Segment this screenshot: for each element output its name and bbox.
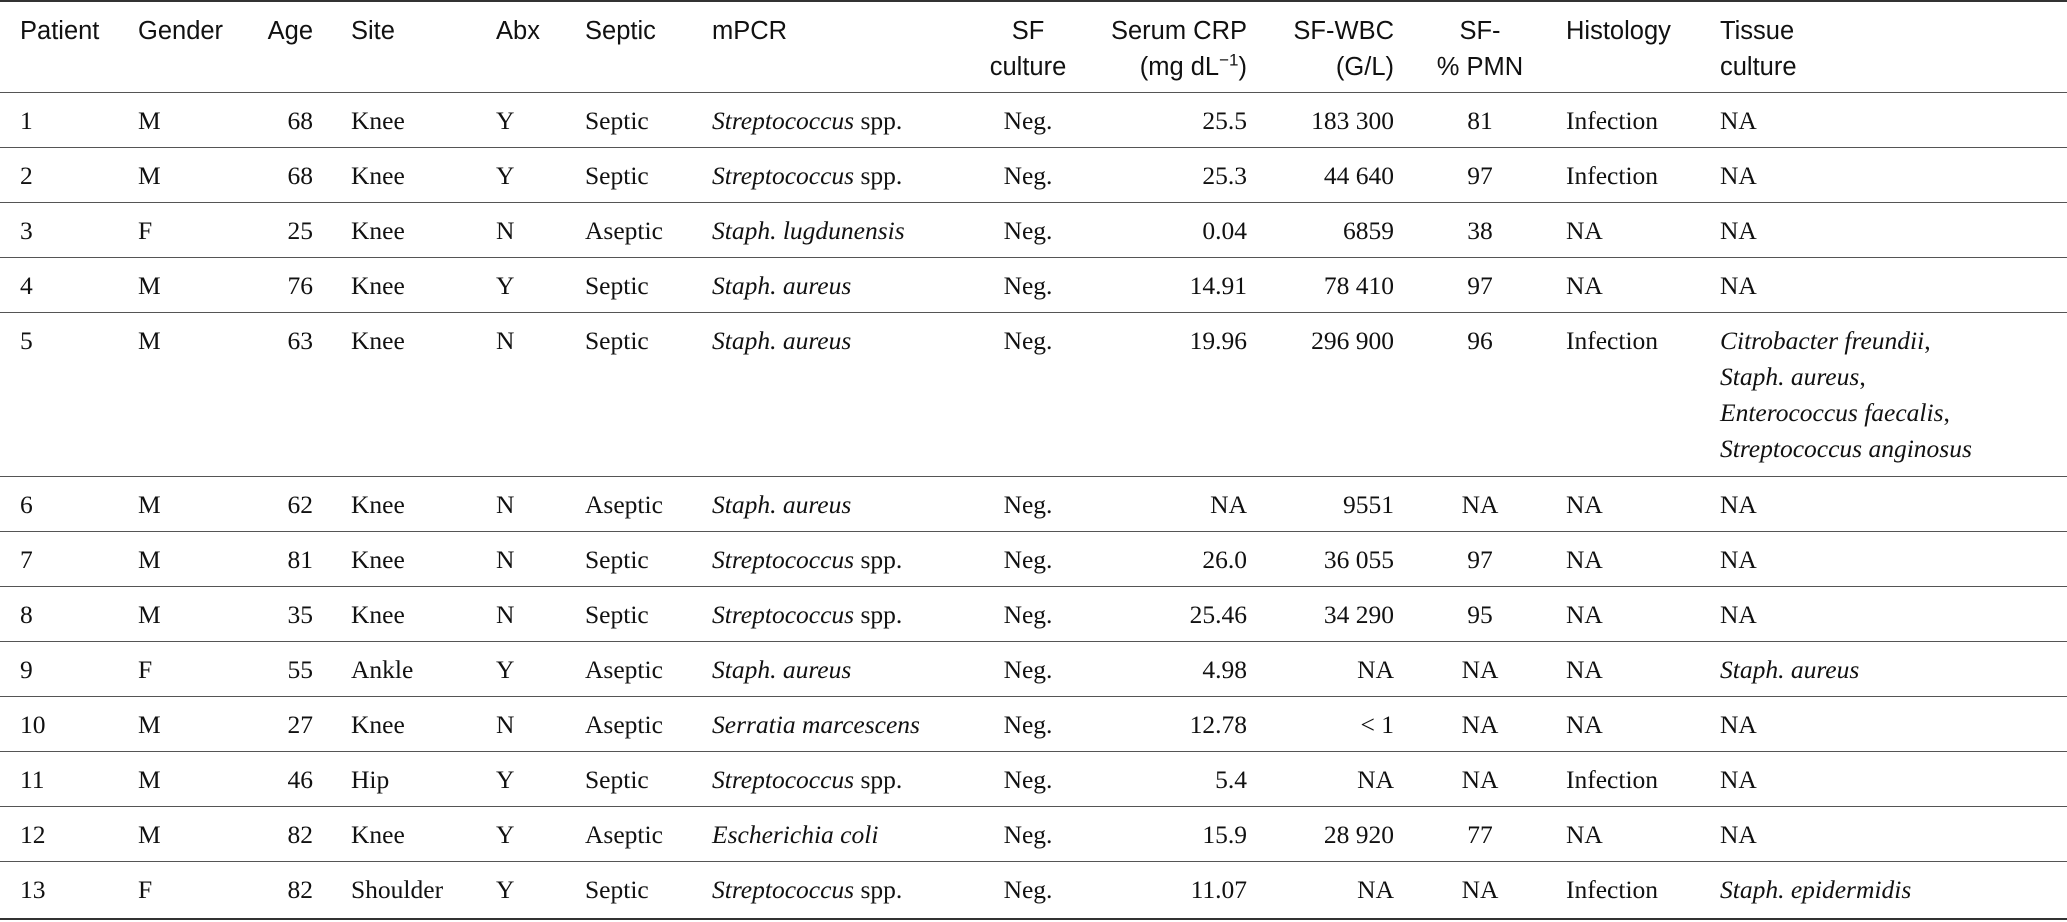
cell-sf-wbc: 78 410 (1323, 271, 1394, 300)
header-tissue-culture-line1: Tissue (1720, 17, 1795, 45)
cell-tissue-culture (1720, 323, 1972, 467)
cell-site: Knee (351, 326, 405, 355)
cell-histology: Infection (1566, 875, 1659, 904)
cell-tissue-culture (1720, 707, 1757, 743)
table-row (0, 641, 2067, 697)
cell-mpcr-organism: Streptococcus (712, 875, 855, 904)
cell-serum-crp: 0.04 (1202, 216, 1247, 245)
cell-sf-wbc: 183 300 (1311, 106, 1394, 135)
cell-sf-pmn: 38 (1467, 216, 1493, 245)
cell-septic: Septic (585, 875, 649, 904)
cell-sf-culture: Neg. (1003, 655, 1053, 684)
header-sf-wbc (1262, 13, 1394, 85)
cell-abx: N (496, 490, 515, 519)
cell-mpcr (712, 597, 902, 633)
cell-sf-wbc: NA (1357, 655, 1394, 684)
cell-gender: M (138, 710, 161, 739)
cell-site: Knee (351, 106, 405, 135)
cell-serum-crp: 25.46 (1189, 600, 1247, 629)
cell-sf-pmn: 77 (1467, 820, 1493, 849)
cell-sf-wbc: < 1 (1360, 710, 1394, 739)
cell-sf-culture: Neg. (1003, 710, 1053, 739)
cell-site: Knee (351, 216, 405, 245)
cell-serum-crp: 25.5 (1202, 106, 1247, 135)
cell-mpcr-organism: Streptococcus (712, 106, 855, 135)
cell-tissue-culture-line: NA (1720, 271, 1757, 300)
cell-mpcr-suffix: spp. (854, 875, 903, 904)
header-sf-culture-line1: SF (1011, 17, 1045, 45)
cell-patient: 1 (20, 106, 33, 135)
cell-serum-crp: 26.0 (1202, 545, 1247, 574)
cell-mpcr (712, 158, 902, 194)
cell-septic: Septic (585, 600, 649, 629)
cell-patient: 9 (20, 655, 33, 684)
cell-abx: Y (496, 820, 515, 849)
cell-tissue-culture (1720, 213, 1757, 249)
cell-mpcr-organism: Streptococcus (712, 161, 855, 190)
cell-patient: 5 (20, 326, 33, 355)
table-header-row (0, 2, 2067, 93)
cell-site: Shoulder (351, 875, 444, 904)
cell-tissue-culture (1720, 103, 1757, 139)
cell-gender: M (138, 545, 161, 574)
cell-tissue-culture-line: Staph. aureus, (1720, 362, 1866, 391)
header-gender: Gender (138, 17, 224, 45)
cell-histology: NA (1566, 545, 1603, 574)
cell-tissue-culture-line: Enterococcus faecalis, (1720, 398, 1950, 427)
cell-histology: NA (1566, 600, 1603, 629)
cell-sf-wbc: 36 055 (1323, 545, 1394, 574)
cell-gender: M (138, 106, 161, 135)
cell-patient: 10 (20, 710, 46, 739)
cell-septic: Septic (585, 545, 649, 574)
cell-patient: 3 (20, 216, 33, 245)
header-serum-crp-line1: Serum CRP (1110, 17, 1247, 45)
cell-abx: N (496, 545, 515, 574)
cell-mpcr (712, 872, 902, 908)
cell-gender: M (138, 600, 161, 629)
cell-tissue-culture (1720, 652, 1859, 688)
cell-sf-culture: Neg. (1003, 545, 1053, 574)
cell-tissue-culture (1720, 487, 1757, 523)
cell-abx: N (496, 710, 515, 739)
cell-sf-pmn: 97 (1467, 161, 1493, 190)
cell-abx: Y (496, 875, 515, 904)
header-sf-wbc-line1: SF-WBC (1293, 17, 1394, 45)
cell-site: Ankle (351, 655, 414, 684)
cell-patient: 2 (20, 161, 33, 190)
cell-histology: NA (1566, 820, 1603, 849)
cell-age: 81 (287, 545, 313, 574)
cell-age: 76 (287, 271, 313, 300)
cell-sf-pmn: 96 (1467, 326, 1493, 355)
cell-sf-culture: Neg. (1003, 600, 1053, 629)
cell-sf-wbc: NA (1357, 765, 1394, 794)
cell-age: 25 (287, 216, 313, 245)
cell-histology: Infection (1566, 106, 1659, 135)
cell-sf-culture: Neg. (1003, 161, 1053, 190)
cell-tissue-culture-line: NA (1720, 765, 1757, 794)
cell-tissue-culture (1720, 597, 1757, 633)
cell-septic: Septic (585, 161, 649, 190)
cell-tissue-culture-line: NA (1720, 820, 1757, 849)
cell-tissue-culture (1720, 542, 1757, 578)
cell-site: Knee (351, 271, 405, 300)
cell-histology: NA (1566, 216, 1603, 245)
cell-abx: Y (496, 765, 515, 794)
table-row (0, 861, 2067, 918)
cell-sf-wbc: 44 640 (1323, 161, 1394, 190)
header-tissue-culture (1720, 13, 1797, 85)
table-row (0, 531, 2067, 587)
table-row (0, 202, 2067, 258)
cell-age: 55 (287, 655, 313, 684)
cell-tissue-culture (1720, 762, 1757, 798)
cell-tissue-culture-line: Streptococcus anginosus (1720, 434, 1972, 463)
cell-mpcr (712, 652, 851, 688)
cell-abx: Y (496, 271, 515, 300)
cell-sf-pmn: NA (1461, 875, 1499, 904)
cell-mpcr-suffix: spp. (854, 600, 903, 629)
cell-mpcr-organism: Staph. lugdunensis (712, 216, 905, 245)
cell-sf-pmn: 97 (1467, 545, 1493, 574)
header-histology: Histology (1566, 17, 1671, 45)
cell-tissue-culture-line: NA (1720, 490, 1757, 519)
cell-serum-crp: 4.98 (1202, 655, 1247, 684)
table-row (0, 312, 2067, 477)
cell-histology: NA (1566, 710, 1603, 739)
header-tissue-culture-line2: culture (1720, 53, 1797, 81)
cell-serum-crp: 19.96 (1189, 326, 1247, 355)
cell-tissue-culture-line: NA (1720, 216, 1757, 245)
cell-mpcr-organism: Staph. aureus (712, 326, 852, 355)
cell-sf-wbc: 6859 (1343, 216, 1394, 245)
cell-mpcr (712, 817, 878, 853)
cell-mpcr (712, 103, 902, 139)
cell-septic: Septic (585, 271, 649, 300)
cell-age: 27 (287, 710, 313, 739)
cell-histology: NA (1566, 271, 1603, 300)
cell-mpcr (712, 762, 902, 798)
cell-mpcr-suffix: spp. (854, 106, 903, 135)
cell-gender: M (138, 765, 161, 794)
cell-mpcr-organism: Escherichia coli (712, 820, 879, 849)
header-sf-pmn-line2: % PMN (1436, 53, 1524, 81)
cell-gender: M (138, 271, 161, 300)
cell-septic: Septic (585, 106, 649, 135)
cell-mpcr-organism: Streptococcus (712, 600, 855, 629)
cell-tissue-culture-line: NA (1720, 106, 1757, 135)
cell-tissue-culture-line: Staph. aureus (1720, 655, 1860, 684)
cell-tissue-culture-line: Citrobacter freundii, (1720, 326, 1931, 355)
cell-sf-pmn: NA (1461, 765, 1499, 794)
cell-sf-pmn: NA (1461, 490, 1499, 519)
cell-patient: 8 (20, 600, 33, 629)
cell-abx: N (496, 216, 515, 245)
cell-tissue-culture-line: Staph. epidermidis (1720, 875, 1912, 904)
cell-site: Knee (351, 161, 405, 190)
table-row (0, 696, 2067, 752)
cell-mpcr-suffix: spp. (854, 545, 903, 574)
cell-septic: Aseptic (585, 820, 663, 849)
cell-abx: N (496, 600, 515, 629)
cell-histology: Infection (1566, 161, 1659, 190)
cell-patient: 7 (20, 545, 33, 574)
cell-site: Hip (351, 765, 390, 794)
header-patient: Patient (20, 17, 100, 45)
cell-abx: Y (496, 655, 515, 684)
cell-tissue-culture (1720, 268, 1757, 304)
cell-site: Knee (351, 820, 405, 849)
cell-serum-crp: 5.4 (1215, 765, 1247, 794)
header-site: Site (351, 17, 395, 45)
header-serum-crp-line2 (1092, 49, 1247, 85)
cell-site: Knee (351, 710, 405, 739)
header-abx: Abx (496, 17, 540, 45)
cell-mpcr-organism: Staph. aureus (712, 655, 852, 684)
cell-serum-crp: 11.07 (1190, 875, 1247, 904)
cell-sf-culture: Neg. (1003, 765, 1053, 794)
cell-sf-wbc: 9551 (1343, 490, 1394, 519)
cell-mpcr (712, 213, 905, 249)
cell-tissue-culture-line: NA (1720, 545, 1757, 574)
cell-site: Knee (351, 545, 405, 574)
cell-mpcr (712, 542, 902, 578)
cell-sf-culture: Neg. (1003, 271, 1053, 300)
table-row (0, 476, 2067, 532)
cell-serum-crp: NA (1210, 490, 1247, 519)
cell-sf-culture: Neg. (1003, 106, 1053, 135)
crp-unit-exponent: −1 (1219, 50, 1239, 70)
table-row (0, 147, 2067, 203)
header-serum-crp (1092, 13, 1247, 85)
cell-mpcr-suffix: spp. (854, 161, 903, 190)
cell-sf-culture: Neg. (1003, 326, 1053, 355)
cell-abx: N (496, 326, 515, 355)
cell-mpcr (712, 707, 920, 743)
cell-septic: Aseptic (585, 710, 663, 739)
cell-gender: M (138, 161, 161, 190)
cell-age: 62 (287, 490, 313, 519)
cell-sf-pmn: 95 (1467, 600, 1493, 629)
cell-gender: F (138, 216, 153, 245)
cell-sf-wbc: 28 920 (1323, 820, 1394, 849)
cell-site: Knee (351, 600, 405, 629)
cell-mpcr-suffix: spp. (854, 765, 903, 794)
header-septic: Septic (585, 17, 656, 45)
cell-tissue-culture-line: NA (1720, 600, 1757, 629)
cell-age: 82 (287, 820, 313, 849)
header-sf-culture-line2: culture (989, 53, 1067, 81)
table-row (0, 806, 2067, 862)
cell-septic: Aseptic (585, 655, 663, 684)
cell-sf-wbc: NA (1357, 875, 1394, 904)
table-row (0, 751, 2067, 807)
cell-histology: Infection (1566, 326, 1659, 355)
cell-mpcr-organism: Streptococcus (712, 545, 855, 574)
crp-unit-close: ) (1238, 53, 1247, 81)
cell-age: 68 (287, 106, 313, 135)
cell-sf-pmn: 97 (1467, 271, 1493, 300)
cell-mpcr (712, 487, 851, 523)
cell-histology: NA (1566, 490, 1603, 519)
header-sf-pmn-line1: SF- (1459, 17, 1501, 45)
cell-tissue-culture (1720, 872, 1911, 908)
header-mpcr: mPCR (712, 17, 788, 45)
cell-mpcr (712, 323, 851, 359)
cell-patient: 12 (20, 820, 46, 849)
cell-septic: Aseptic (585, 490, 663, 519)
cell-serum-crp: 14.91 (1189, 271, 1247, 300)
cell-mpcr (712, 268, 851, 304)
cell-gender: F (138, 875, 153, 904)
cell-patient: 13 (20, 875, 46, 904)
table-row (0, 257, 2067, 313)
table-row (0, 586, 2067, 642)
cell-age: 35 (287, 600, 313, 629)
cell-patient: 11 (20, 765, 45, 794)
cell-gender: F (138, 655, 153, 684)
cell-tissue-culture-line: NA (1720, 710, 1757, 739)
header-age: Age (267, 17, 313, 45)
header-sf-pmn (1425, 13, 1535, 85)
cell-mpcr-organism: Staph. aureus (712, 271, 852, 300)
cell-patient: 4 (20, 271, 33, 300)
cell-gender: M (138, 820, 161, 849)
cell-serum-crp: 12.78 (1189, 710, 1247, 739)
cell-sf-wbc: 34 290 (1323, 600, 1394, 629)
cell-age: 46 (287, 765, 313, 794)
cell-septic: Septic (585, 326, 649, 355)
header-sf-culture (978, 13, 1078, 85)
cell-serum-crp: 25.3 (1202, 161, 1247, 190)
cell-tissue-culture-line: NA (1720, 161, 1757, 190)
cell-abx: Y (496, 106, 515, 135)
cell-sf-culture: Neg. (1003, 820, 1053, 849)
cell-site: Knee (351, 490, 405, 519)
cell-patient: 6 (20, 490, 33, 519)
cell-age: 63 (287, 326, 313, 355)
cell-sf-wbc: 296 900 (1311, 326, 1394, 355)
cell-sf-pmn: NA (1461, 655, 1499, 684)
cell-tissue-culture (1720, 158, 1757, 194)
cell-septic: Aseptic (585, 216, 663, 245)
cell-serum-crp: 15.9 (1202, 820, 1247, 849)
cell-age: 68 (287, 161, 313, 190)
cell-gender: M (138, 326, 161, 355)
cell-mpcr-organism: Serratia marcescens (712, 710, 920, 739)
cell-sf-culture: Neg. (1003, 216, 1053, 245)
header-sf-wbc-line2: (G/L) (1335, 53, 1394, 81)
cell-sf-culture: Neg. (1003, 490, 1053, 519)
cell-age: 82 (287, 875, 313, 904)
cell-abx: Y (496, 161, 515, 190)
cell-mpcr-organism: Staph. aureus (712, 490, 852, 519)
cell-sf-pmn: NA (1461, 710, 1499, 739)
cell-sf-pmn: 81 (1467, 106, 1493, 135)
cell-sf-culture: Neg. (1003, 875, 1053, 904)
crp-unit: (mg dL (1139, 53, 1220, 81)
cell-septic: Septic (585, 765, 649, 794)
cell-histology: Infection (1566, 765, 1659, 794)
cell-gender: M (138, 490, 161, 519)
cell-mpcr-organism: Streptococcus (712, 765, 855, 794)
cell-histology: NA (1566, 655, 1603, 684)
table-row (0, 92, 2067, 148)
cell-tissue-culture (1720, 817, 1757, 853)
table-bottom-rule (0, 918, 2067, 920)
